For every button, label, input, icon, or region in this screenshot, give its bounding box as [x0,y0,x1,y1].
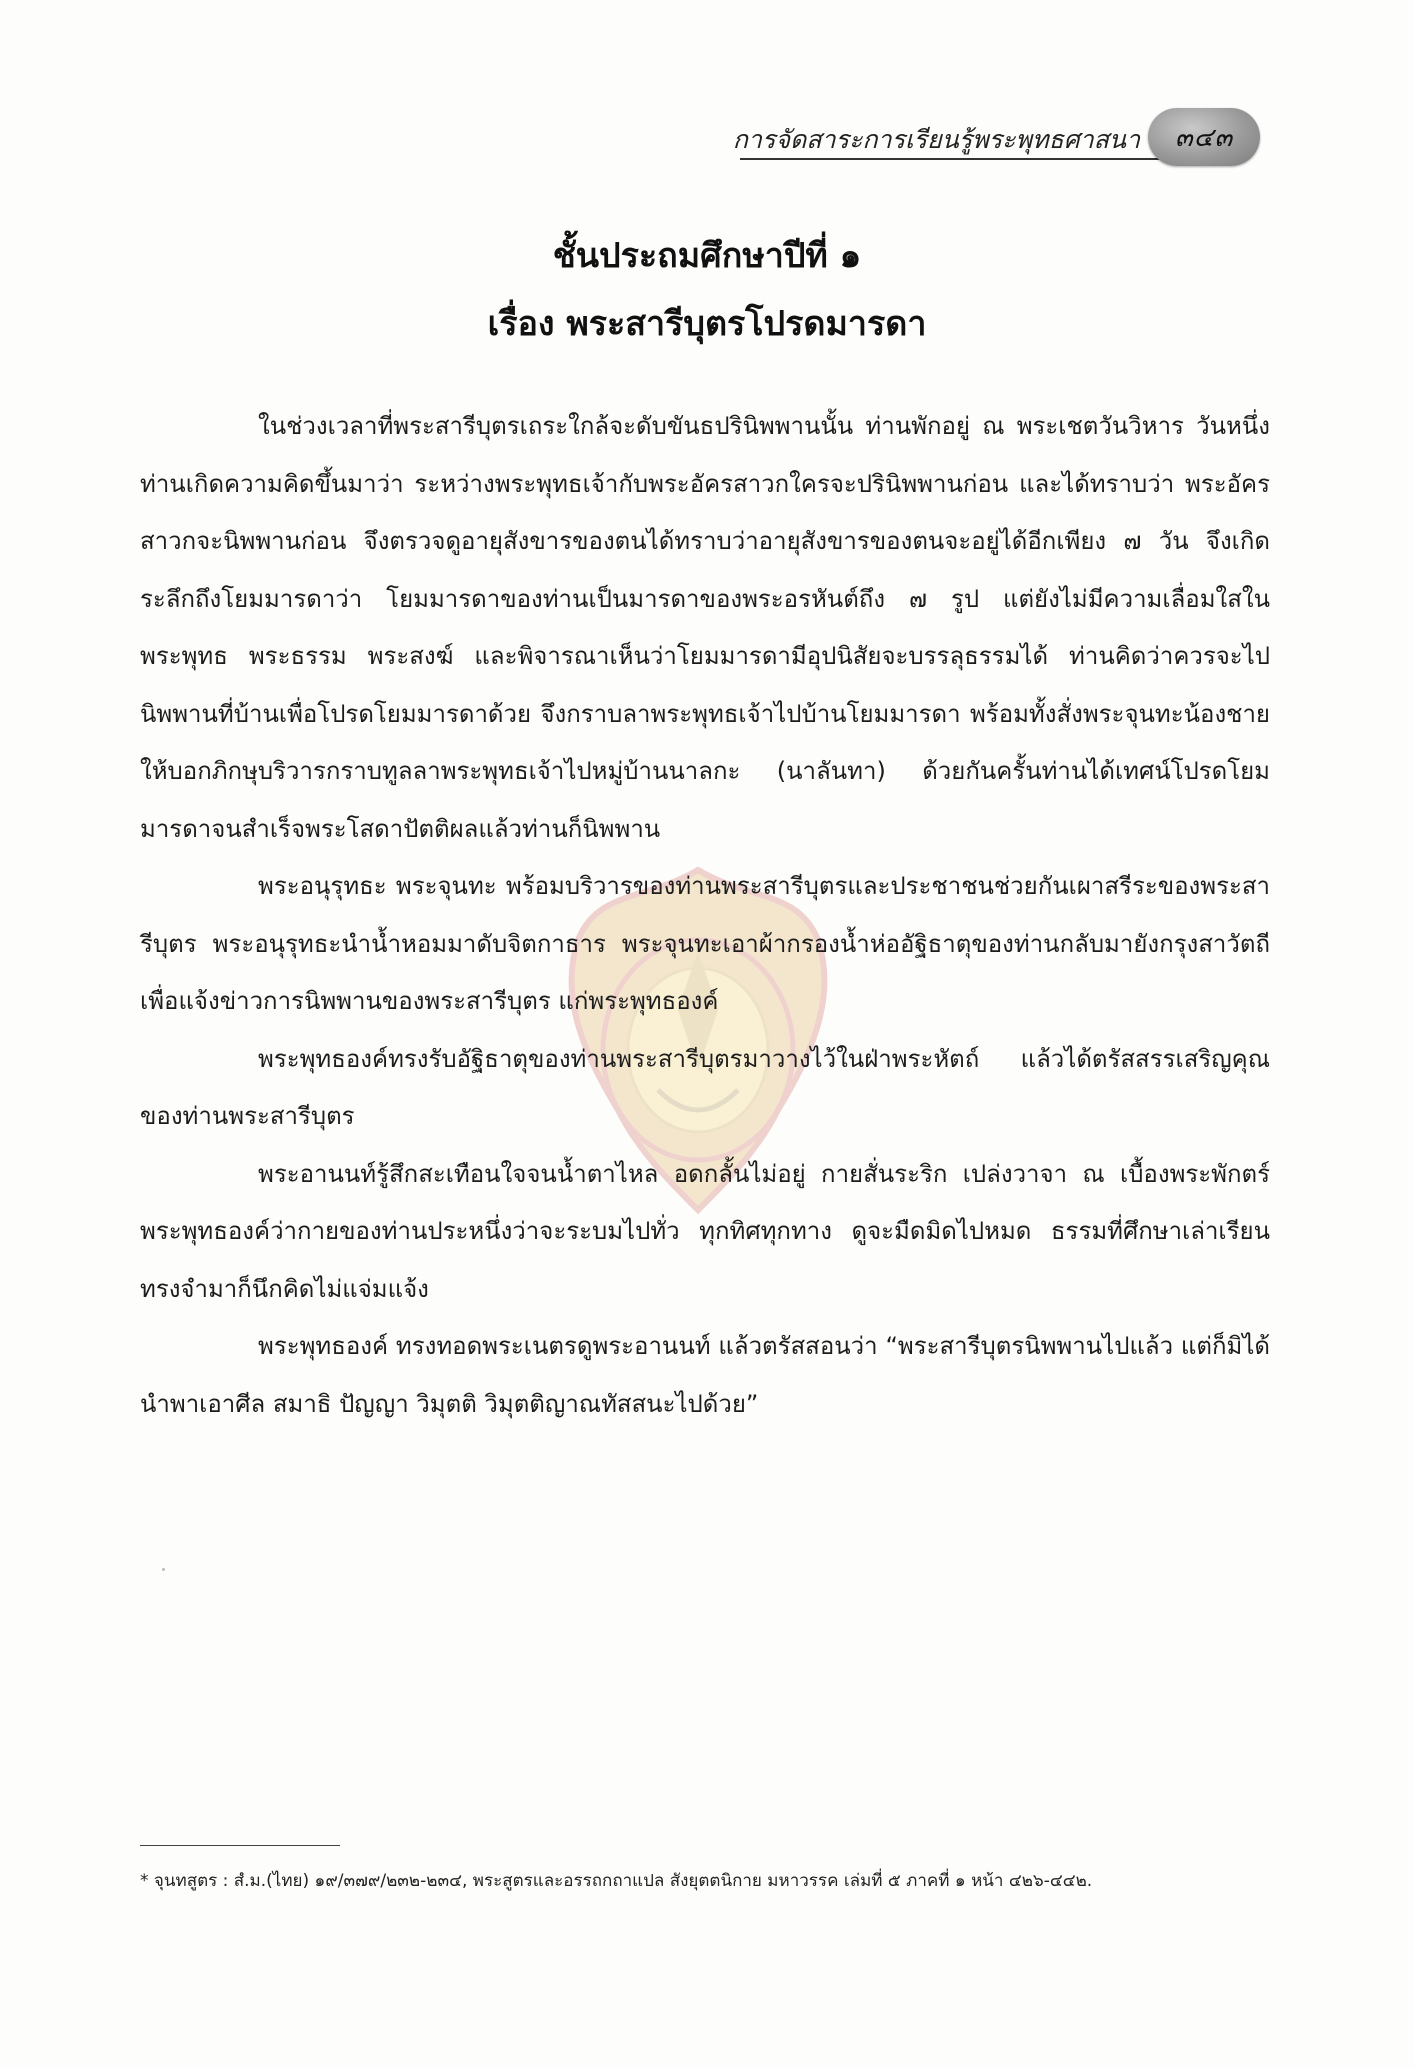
paragraph: พระพุทธองค์ทรงรับอัฐิธาตุของท่านพระสารีบุตรมาวางไว้ในฝ่าพระหัตถ์ แล้วได้ตรัสสรรเสริญคุณของท่านพระสารีบุตร [140,1044,1270,1130]
paragraph: พระพุทธองค์ ทรงทอดพระเนตรดูพระอานนท์ แล้วตรัสสอนว่า “พระสารีบุตรนิพพานไปแล้ว แต่ก็มิได้นำพาเอาศีล สมาธิ ปัญญา วิมุตติ วิมุตติญาณทัสสนะไปด้วย” [140,1332,1270,1418]
paragraph: ในช่วงเวลาที่พระสารีบุตรเถระใกล้จะดับขันธปรินิพพานนั้น ท่านพักอยู่ ณ พระเชตวันวิหาร วันหนึ่งท่านเกิดความคิดขึ้นมาว่า ระหว่างพระพุทธเจ้ากับพระอัครสาวกใครจะปรินิพพานก่อน และได้ทราบว่า พระอัครสาวกจะนิพพานก่อน จึงตรวจดูอายุสังขารของตนได้ทราบว่าอายุสังขารของตนจะอยู่ได้อีกเพียง ๗ วัน จึงเกิดระลึกถึงโยมมารดาว่า โยมมารดาของท่านเป็นมารดาของพระอรหันต์ถึง ๗ รูป แต่ยังไม่มีความเลื่อมใสในพระพุทธ พระธรรม พระสงฆ์ และพิจารณาเห็นว่าโยมมารดามีอุปนิสัยจะบรรลุธรรมได้ ท่านคิดว่าควรจะไปนิพพานที่บ้านเพื่อโปรดโยมมารดาด้วย จึงกราบลาพระพุทธเจ้าไปบ้านโยมมารดา พร้อมทั้งสั่งพระจุนทะน้องชายให้บอกภิกษุบริวารกราบทูลลาพระพุทธเจ้าไปหมู่บ้านนาลกะ (นาลันทา) ด้วยกันครั้นท่านได้เทศน์โปรดโยมมารดาจนสำเร็จพระโสดาปัตติผลแล้วท่านก็นิพพาน [140,412,1270,843]
footnote-rule [140,1845,340,1846]
page-subtitle: เรื่อง พระสารีบุตรโปรดมารดา [487,304,927,344]
running-header-title: การจัดสาระการเรียนรู้พระพุทธศาสนา [732,125,1140,154]
scan-speck [162,1568,165,1571]
page-title: ชั้นประถมศึกษาปีที่ ๑ [552,236,862,276]
header-rule [740,158,1170,160]
page-number-badge: ๓๔๓ [1148,108,1260,166]
paragraph: พระอนุรุทธะ พระจุนทะ พร้อมบริวารของท่านพระสารีบุตรและประชาชนช่วยกันเผาสรีระของพระสารีบุตร พระอนุรุทธะนำน้ำหอมมาดับจิตกาธาร พระจุนทะเอาผ้ากรองน้ำห่ออัฐิธาตุของท่านกลับมายังกรุงสาวัตถีเพื่อแจ้งข่าวการนิพพานของพระสารีบุตร แก่พระพุทธองค์ [140,872,1270,1015]
body-text [140,398,1270,1433]
paragraph: พระอานนท์รู้สึกสะเทือนใจจนน้ำตาไหล อดกลั้นไม่อยู่ กายสั่นระริก เปล่งวาจา ณ เบื้องพระพักตร์พระพุทธองค์ว่ากายของท่านประหนึ่งว่าจะระบมไปทั่ว ทุกทิศทุกทาง ดูจะมืดมิดไปหมด ธรรมที่ศึกษาเล่าเรียนทรงจำมาก็นึกคิดไม่แจ่มแจ้ง [140,1159,1270,1303]
footnote: * จุนทสูตร : สํ.ม.(ไทย) ๑๙/๓๗๙/๒๓๒-๒๓๔, พระสูตรและอรรถกถาแปล สังยุตตนิกาย มหาวรรค เล่มที่ ๕ ภาคที่ ๑ หน้า ๔๒๖-๔๔๒. [140,1871,1093,1891]
running-header [560,108,1260,168]
